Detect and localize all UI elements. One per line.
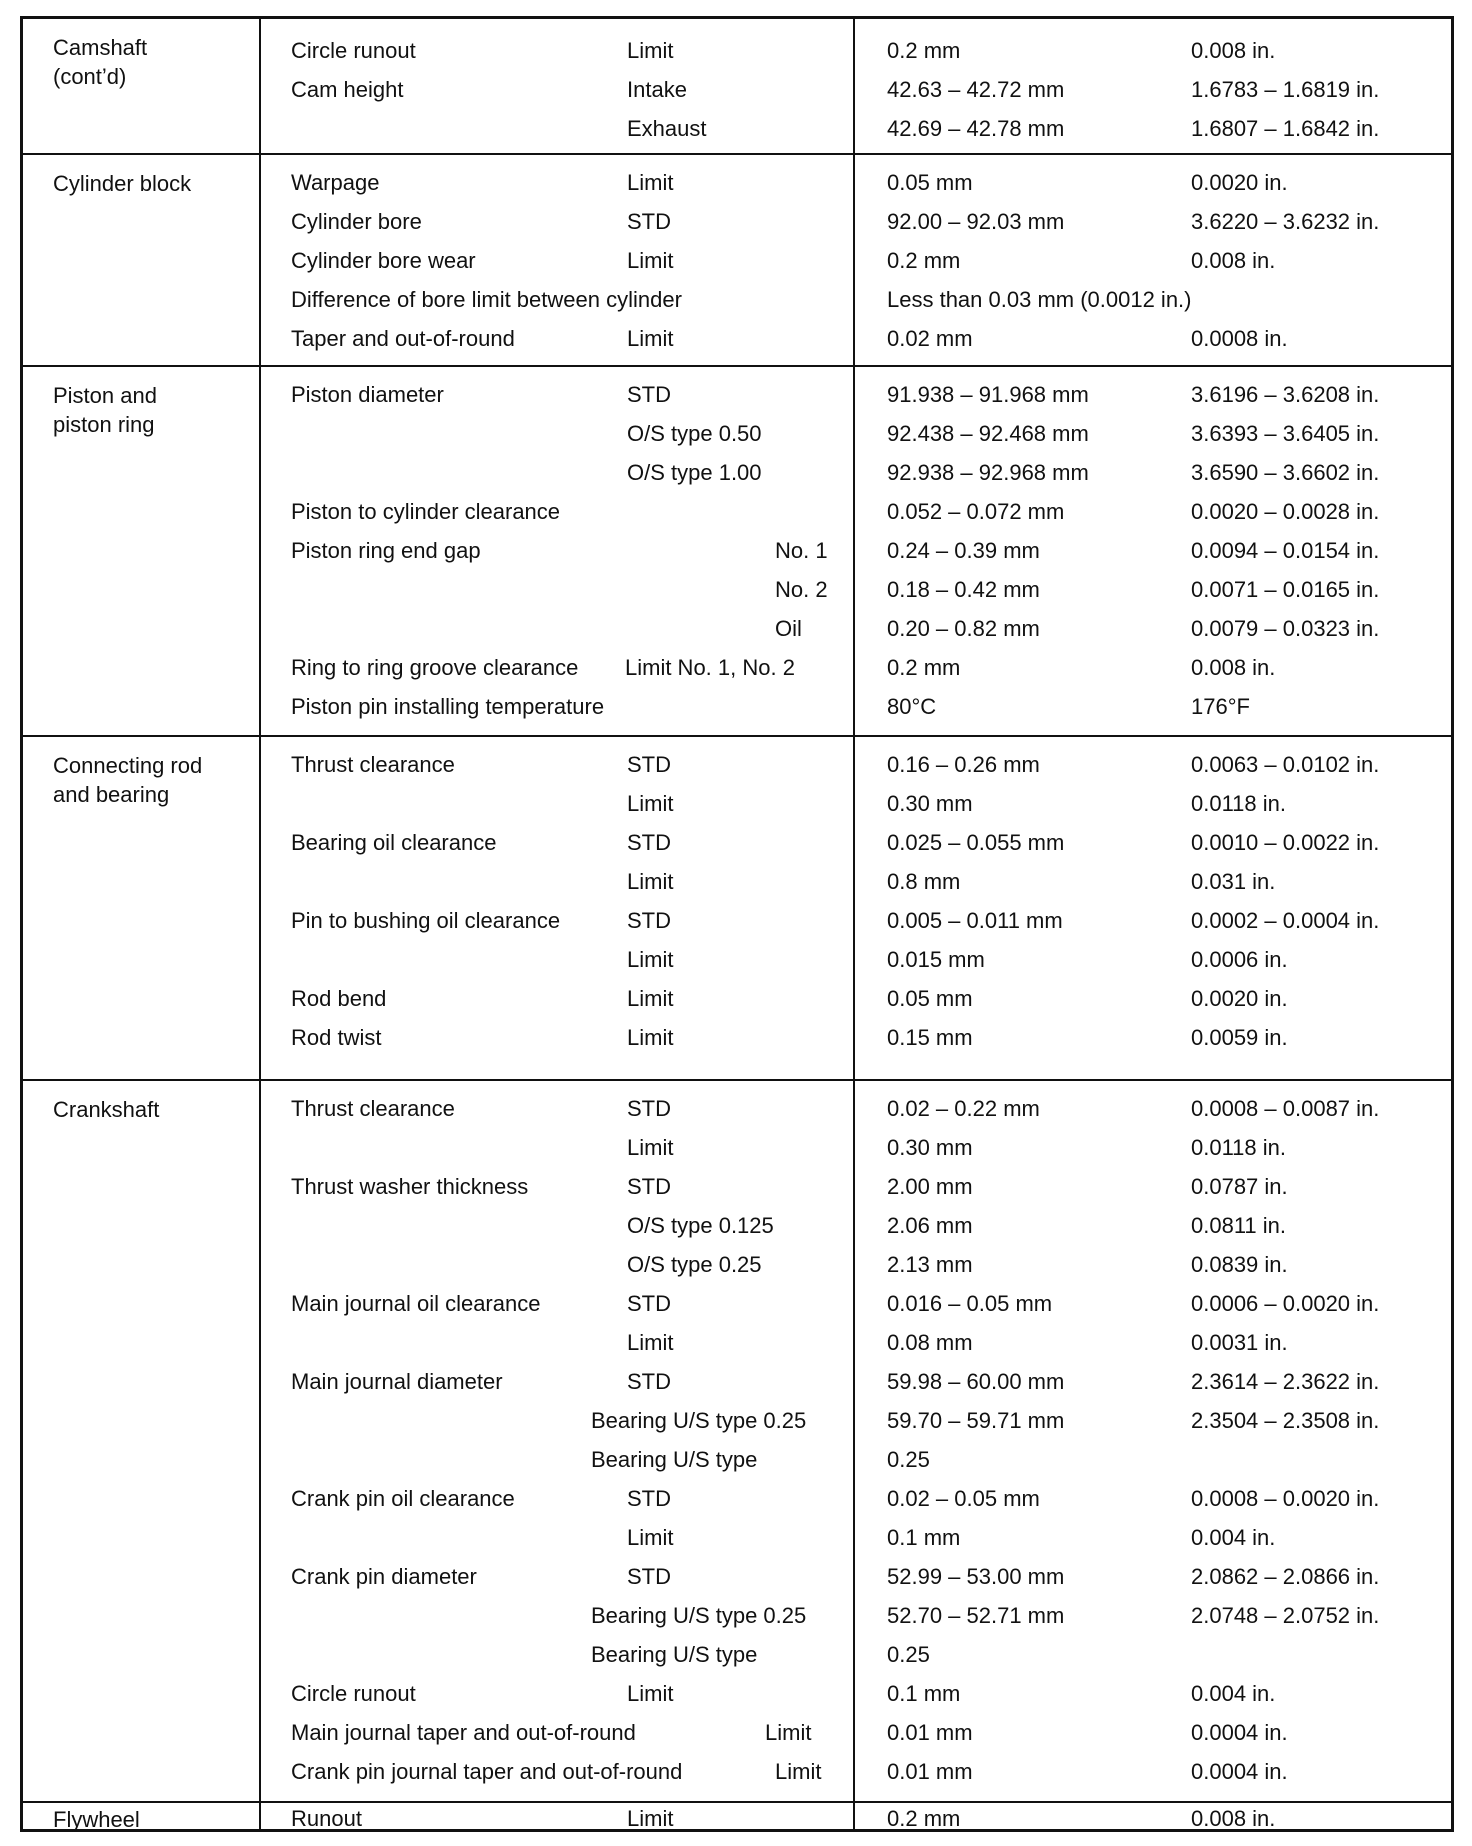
imperial-value: 0.031 in. bbox=[1191, 869, 1276, 894]
imperial-value: 0.0063 – 0.0102 in. bbox=[1191, 752, 1380, 777]
condition-label: Bearing U/S type bbox=[591, 1642, 758, 1667]
metric-value: 0.2 mm bbox=[887, 655, 961, 680]
item-label: Crank pin diameter bbox=[291, 1564, 477, 1589]
condition-label: STD bbox=[627, 1174, 671, 1199]
condition-label: Exhaust bbox=[627, 116, 707, 141]
metric-value: 2.06 mm bbox=[887, 1213, 973, 1238]
metric-value: 0.30 mm bbox=[887, 791, 973, 816]
metric-value: 0.05 mm bbox=[887, 170, 973, 195]
table-row bbox=[23, 940, 1451, 979]
item-label: Piston pin installing temperature bbox=[291, 694, 605, 719]
table-row bbox=[23, 241, 1451, 280]
condition-label: Bearing U/S type 0.25 bbox=[591, 1408, 807, 1433]
metric-value: 0.16 – 0.26 mm bbox=[887, 752, 1040, 777]
table-row bbox=[23, 687, 1451, 726]
metric-value: 0.052 – 0.072 mm bbox=[887, 499, 1065, 524]
table-row bbox=[23, 1128, 1451, 1167]
condition-label: STD bbox=[627, 1096, 671, 1121]
condition-label: Limit bbox=[627, 1330, 674, 1355]
condition-label: Limit bbox=[627, 947, 674, 972]
table-row bbox=[23, 163, 1451, 202]
imperial-value: 3.6393 – 3.6405 in. bbox=[1191, 421, 1380, 446]
metric-value: 0.2 mm bbox=[887, 38, 961, 63]
item-label: Main journal taper and out-of-round bbox=[291, 1720, 636, 1745]
imperial-value: 0.0071 – 0.0165 in. bbox=[1191, 577, 1380, 602]
condition-label: Limit bbox=[627, 1025, 674, 1050]
condition-label: Limit bbox=[627, 791, 674, 816]
section-title: Cylinder block bbox=[53, 171, 192, 196]
table-row bbox=[23, 1401, 1451, 1440]
condition-label: No. 1 bbox=[775, 538, 828, 563]
imperial-value: 0.008 in. bbox=[1191, 655, 1276, 680]
imperial-value: 0.0020 – 0.0028 in. bbox=[1191, 499, 1380, 524]
metric-value: 0.1 mm bbox=[887, 1525, 961, 1550]
table-row bbox=[23, 375, 1451, 414]
imperial-value: 0.0010 – 0.0022 in. bbox=[1191, 830, 1380, 855]
condition-label: Limit bbox=[627, 248, 674, 273]
section-title: Crankshaft bbox=[53, 1097, 160, 1122]
table-row bbox=[23, 570, 1451, 609]
condition-label: O/S type 0.25 bbox=[627, 1252, 762, 1277]
item-label: Difference of bore limit between cylinder bbox=[291, 287, 682, 312]
imperial-value: 2.0748 – 2.0752 in. bbox=[1191, 1603, 1380, 1628]
metric-value: 92.438 – 92.468 mm bbox=[887, 421, 1089, 446]
imperial-value: 0.0031 in. bbox=[1191, 1330, 1288, 1355]
condition-label: O/S type 0.50 bbox=[627, 421, 762, 446]
condition-label: Oil bbox=[775, 616, 802, 641]
item-label: Main journal diameter bbox=[291, 1369, 503, 1394]
condition-label: STD bbox=[627, 1486, 671, 1511]
spec-table bbox=[20, 16, 1454, 1832]
condition-label: STD bbox=[627, 908, 671, 933]
imperial-value: 3.6196 – 3.6208 in. bbox=[1191, 382, 1380, 407]
section-connecting-rod bbox=[23, 737, 1451, 1081]
imperial-value: 0.0020 in. bbox=[1191, 170, 1288, 195]
metric-value: 0.02 mm bbox=[887, 326, 973, 351]
condition-label: No. 2 bbox=[775, 577, 828, 602]
metric-value: 0.20 – 0.82 mm bbox=[887, 616, 1040, 641]
table-row bbox=[23, 319, 1451, 358]
metric-value: 2.00 mm bbox=[887, 1174, 973, 1199]
imperial-value: 0.0787 in. bbox=[1191, 1174, 1288, 1199]
metric-value: 0.1 mm bbox=[887, 1681, 961, 1706]
imperial-value: 1.6783 – 1.6819 in. bbox=[1191, 77, 1380, 102]
metric-value: 0.005 – 0.011 mm bbox=[887, 908, 1063, 933]
imperial-value: 0.0004 in. bbox=[1191, 1759, 1288, 1784]
imperial-value: 0.0020 in. bbox=[1191, 986, 1288, 1011]
table-row bbox=[23, 648, 1451, 687]
condition-label: O/S type 1.00 bbox=[627, 460, 762, 485]
metric-value: 42.63 – 42.72 mm bbox=[887, 77, 1065, 102]
item-label: Piston diameter bbox=[291, 382, 444, 407]
metric-value: 0.025 – 0.055 mm bbox=[887, 830, 1065, 855]
imperial-value: 0.008 in. bbox=[1191, 38, 1276, 63]
item-label: Taper and out-of-round bbox=[291, 326, 515, 351]
imperial-value: 0.004 in. bbox=[1191, 1681, 1276, 1706]
metric-value: 80°C bbox=[887, 694, 937, 719]
item-label: Thrust clearance bbox=[291, 752, 455, 777]
table-row bbox=[23, 609, 1451, 648]
table-row bbox=[23, 1323, 1451, 1362]
table-row bbox=[23, 280, 1451, 319]
metric-value: 0.02 – 0.22 mm bbox=[887, 1096, 1040, 1121]
table-row bbox=[23, 1089, 1451, 1128]
condition-label: Bearing U/S type 0.25 bbox=[591, 1603, 807, 1628]
table-row bbox=[23, 979, 1451, 1018]
imperial-value: 0.0008 in. bbox=[1191, 326, 1288, 351]
table-row bbox=[23, 202, 1451, 241]
condition-label: STD bbox=[627, 1369, 671, 1394]
table-row bbox=[23, 901, 1451, 940]
table-row bbox=[23, 1596, 1451, 1635]
table-row bbox=[23, 1557, 1451, 1596]
condition-label: Limit bbox=[627, 326, 674, 351]
metric-value: 0.24 – 0.39 mm bbox=[887, 538, 1040, 563]
condition-label: O/S type 0.125 bbox=[627, 1213, 774, 1238]
imperial-value: 2.3504 – 2.3508 in. bbox=[1191, 1408, 1380, 1433]
metric-value: 42.69 – 42.78 mm bbox=[887, 116, 1065, 141]
imperial-value: 0.0059 in. bbox=[1191, 1025, 1288, 1050]
imperial-value: 0.0006 – 0.0020 in. bbox=[1191, 1291, 1380, 1316]
item-label: Bearing oil clearance bbox=[291, 830, 497, 855]
metric-value: 0.15 mm bbox=[887, 1025, 973, 1050]
condition-label: Limit bbox=[627, 170, 674, 195]
item-label: Piston ring end gap bbox=[291, 538, 481, 563]
metric-value: 0.25 bbox=[887, 1642, 930, 1667]
section-crankshaft bbox=[23, 1081, 1451, 1803]
table-row bbox=[23, 70, 1451, 109]
metric-value: 0.015 mm bbox=[887, 947, 985, 972]
item-label: Ring to ring groove clearance bbox=[291, 655, 579, 680]
table-row bbox=[23, 531, 1451, 570]
condition-label: STD bbox=[627, 752, 671, 777]
table-row bbox=[23, 1018, 1451, 1057]
table-row bbox=[23, 1362, 1451, 1401]
table-row bbox=[23, 784, 1451, 823]
condition-label: STD bbox=[627, 382, 671, 407]
metric-value: 0.8 mm bbox=[887, 869, 961, 894]
imperial-value: 0.0008 – 0.0087 in. bbox=[1191, 1096, 1380, 1121]
metric-value: 52.70 – 52.71 mm bbox=[887, 1603, 1065, 1628]
metric-value: 0.08 mm bbox=[887, 1330, 973, 1355]
condition-label: STD bbox=[627, 1291, 671, 1316]
imperial-value: 0.0006 in. bbox=[1191, 947, 1288, 972]
metric-value: 0.18 – 0.42 mm bbox=[887, 577, 1040, 602]
item-label: Circle runout bbox=[291, 38, 416, 63]
table-row bbox=[23, 1440, 1451, 1479]
item-label: Rod bend bbox=[291, 986, 387, 1011]
condition-label: Limit bbox=[627, 1525, 674, 1550]
table-row bbox=[23, 109, 1451, 148]
item-label: Warpage bbox=[291, 170, 380, 195]
imperial-value: 0.0002 – 0.0004 in. bbox=[1191, 908, 1380, 933]
table-row bbox=[23, 1799, 1451, 1838]
metric-value: 0.25 bbox=[887, 1447, 930, 1472]
metric-value: 52.99 – 53.00 mm bbox=[887, 1564, 1065, 1589]
item-label: Runout bbox=[291, 1806, 362, 1831]
metric-value: 92.00 – 92.03 mm bbox=[887, 209, 1065, 234]
condition-label: Limit No. 1, No. 2 bbox=[625, 655, 795, 680]
metric-value: 0.30 mm bbox=[887, 1135, 973, 1160]
condition-label: Limit bbox=[627, 986, 674, 1011]
table-row bbox=[23, 1713, 1451, 1752]
condition-label: Limit bbox=[765, 1720, 812, 1745]
imperial-value: 3.6220 – 3.6232 in. bbox=[1191, 209, 1380, 234]
metric-value: 0.01 mm bbox=[887, 1720, 973, 1745]
metric-value: 92.938 – 92.968 mm bbox=[887, 460, 1089, 485]
table-row bbox=[23, 1167, 1451, 1206]
item-label: Thrust washer thickness bbox=[291, 1174, 529, 1199]
item-label: Cylinder bore bbox=[291, 209, 422, 234]
section-title: Camshaft (cont’d) bbox=[53, 35, 148, 89]
table-row bbox=[23, 414, 1451, 453]
item-label: Circle runout bbox=[291, 1681, 416, 1706]
condition-label: STD bbox=[627, 1564, 671, 1589]
table-row bbox=[23, 1245, 1451, 1284]
item-label: Crank pin oil clearance bbox=[291, 1486, 515, 1511]
metric-value: 59.70 – 59.71 mm bbox=[887, 1408, 1065, 1433]
item-label: Thrust clearance bbox=[291, 1096, 455, 1121]
section-title: Piston and piston ring bbox=[53, 383, 157, 437]
imperial-value: 0.0079 – 0.0323 in. bbox=[1191, 616, 1380, 641]
imperial-value: 0.0008 – 0.0020 in. bbox=[1191, 1486, 1380, 1511]
metric-value: Less than 0.03 mm (0.0012 in.) bbox=[887, 287, 1192, 312]
table-row bbox=[23, 862, 1451, 901]
condition-label: Limit bbox=[627, 1681, 674, 1706]
condition-label: Bearing U/S type bbox=[591, 1447, 758, 1472]
metric-value: 91.938 – 91.968 mm bbox=[887, 382, 1089, 407]
imperial-value: 2.3614 – 2.3622 in. bbox=[1191, 1369, 1380, 1394]
imperial-value: 0.0839 in. bbox=[1191, 1252, 1288, 1277]
table-row bbox=[23, 1752, 1451, 1791]
metric-value: 0.02 – 0.05 mm bbox=[887, 1486, 1040, 1511]
metric-value: 2.13 mm bbox=[887, 1252, 973, 1277]
section-flywheel bbox=[23, 1803, 1451, 1832]
section-camshaft bbox=[23, 19, 1451, 155]
condition-label: Limit bbox=[627, 869, 674, 894]
item-label: Pin to bushing oil clearance bbox=[291, 908, 561, 933]
table-row bbox=[23, 1518, 1451, 1557]
section-title: Connecting rod and bearing bbox=[53, 753, 203, 807]
imperial-value: 176°F bbox=[1191, 694, 1250, 719]
item-label: Rod twist bbox=[291, 1025, 382, 1050]
condition-label: Limit bbox=[627, 1806, 674, 1831]
item-label: Crank pin journal taper and out-of-round bbox=[291, 1759, 683, 1784]
imperial-value: 0.0004 in. bbox=[1191, 1720, 1288, 1745]
metric-value: 59.98 – 60.00 mm bbox=[887, 1369, 1065, 1394]
table-row bbox=[23, 492, 1451, 531]
table-row bbox=[23, 453, 1451, 492]
metric-value: 0.2 mm bbox=[887, 248, 961, 273]
item-label: Piston to cylinder clearance bbox=[291, 499, 561, 524]
metric-value: 0.01 mm bbox=[887, 1759, 973, 1784]
metric-value: 0.2 mm bbox=[887, 1806, 961, 1831]
table-row bbox=[23, 1674, 1451, 1713]
imperial-value: 0.0118 in. bbox=[1191, 791, 1287, 816]
table-row bbox=[23, 1635, 1451, 1674]
table-row bbox=[23, 1479, 1451, 1518]
item-label: Cam height bbox=[291, 77, 404, 102]
condition-label: Intake bbox=[627, 77, 687, 102]
imperial-value: 3.6590 – 3.6602 in. bbox=[1191, 460, 1380, 485]
section-piston bbox=[23, 367, 1451, 737]
condition-label: STD bbox=[627, 830, 671, 855]
imperial-value: 0.0118 in. bbox=[1191, 1135, 1287, 1160]
imperial-value: 1.6807 – 1.6842 in. bbox=[1191, 116, 1380, 141]
table-row bbox=[23, 31, 1451, 70]
section-title: Flywheel bbox=[53, 1807, 140, 1832]
condition-label: Limit bbox=[627, 1135, 674, 1160]
condition-label: Limit bbox=[775, 1759, 822, 1784]
imperial-value: 0.0094 – 0.0154 in. bbox=[1191, 538, 1380, 563]
imperial-value: 0.004 in. bbox=[1191, 1525, 1276, 1550]
item-label: Cylinder bore wear bbox=[291, 248, 476, 273]
condition-label: STD bbox=[627, 209, 671, 234]
imperial-value: 0.008 in. bbox=[1191, 248, 1276, 273]
metric-value: 0.05 mm bbox=[887, 986, 973, 1011]
table-row bbox=[23, 745, 1451, 784]
metric-value: 0.016 – 0.05 mm bbox=[887, 1291, 1053, 1316]
condition-label: Limit bbox=[627, 38, 674, 63]
item-label: Main journal oil clearance bbox=[291, 1291, 541, 1316]
imperial-value: 2.0862 – 2.0866 in. bbox=[1191, 1564, 1380, 1589]
imperial-value: 0.008 in. bbox=[1191, 1806, 1276, 1831]
imperial-value: 0.0811 in. bbox=[1191, 1213, 1287, 1238]
table-row bbox=[23, 1284, 1451, 1323]
table-row bbox=[23, 1206, 1451, 1245]
table-row bbox=[23, 823, 1451, 862]
section-cylinder-block bbox=[23, 155, 1451, 367]
